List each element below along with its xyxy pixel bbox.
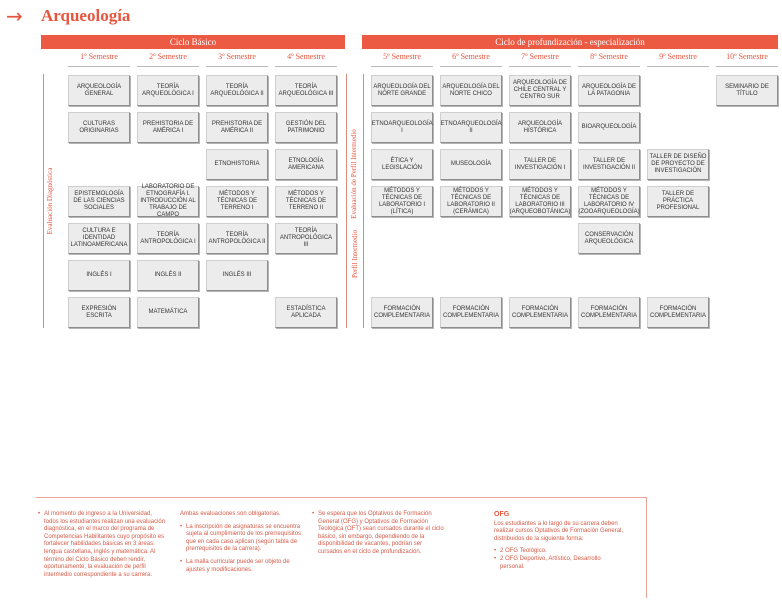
semester-divider [68,66,130,67]
course-cell: ÉTICA Y LEGISLACIÓN [371,149,433,180]
course-cell: TEORÍA ANTROPOLÓGICA II [206,223,268,254]
ciclo-basico-bar: Ciclo Básico [41,35,345,49]
course-cell: INGLÉS III [206,260,268,291]
course-cell: ARQUEOLOGÍA DEL NORTE GRANDE [371,75,433,106]
notes-column-1 [38,511,166,579]
course-cell: ARQUEOLOGÍA HISTÓRICA [509,112,571,143]
course-cell: ETNOARQUEOLOGÍA II [440,112,502,143]
course-cell: CONSERVACIÓN ARQUEOLÓGICA [578,223,640,254]
semester-divider [206,66,268,67]
ofg-item: • 2 OFG Teológico. [494,548,624,556]
semester-divider [275,66,337,67]
course-cell: GESTIÓN DEL PATRIMONIO [275,112,337,143]
course-cell: MUSEOLOGÍA [440,149,502,180]
course-cell: TEORÍA ARQUEOLÓGICA I [137,75,199,106]
semester-divider [716,66,778,67]
arrow-right-icon: → [6,4,23,28]
course-cell: INGLÉS I [68,260,130,291]
course-cell: PREHISTORIA DE AMÉRICA I [137,112,199,143]
course-cell: EXPRESIÓN ESCRITA [68,297,130,328]
perfil-divider-right [363,74,364,328]
note-item: • La inscripción de asignaturas se encuentra sujeta al cumplimiento de los prerrequisitos que en cada caso aplican (según tabla de prerrequisitos de la carrera). [180,524,304,554]
semester-divider [509,66,571,67]
course-cell: CULTURA E IDENTIDAD LATINOAMERICANA [68,223,130,254]
course-cell: ARQUEOLOGÍA GENERAL [68,75,130,106]
semester-header: 8º Semestre [590,52,628,61]
course-cell: TEORÍA ARQUEOLÓGICA II [206,75,268,106]
course-cell: ETNOLOGÍA AMERICANA [275,149,337,180]
course-cell: PREHISTORIA DE AMÉRICA II [206,112,268,143]
diagnostic-divider [43,74,44,328]
course-cell: BIOARQUEOLOGÍA [578,112,640,143]
course-cell: TALLER DE INVESTIGACIÓN I [509,149,571,180]
course-cell: MÉTODOS Y TÉCNICAS DE TERRENO II [275,186,337,217]
semester-divider [578,66,640,67]
course-cell: MÉTODOS Y TÉCNICAS DE LABORATORIO IV (ZOOARQUEOLOGÍA) [578,186,640,217]
course-cell: ARQUEOLOGÍA DEL NORTE CHICO [440,75,502,106]
course-cell: MÉTODOS Y TÉCNICAS DE LABORATORIO II (CERÁMICA) [440,186,502,217]
notes-column-3 [312,511,444,557]
semester-header: 10º Semestre [726,52,768,61]
course-cell: ETNOARQUEOLOGÍA I [371,112,433,143]
ofg-text: Los estudiantes a lo largo de su carrera deben realizar cursos Optativos de Formación General, distribuidos de la siguiente forma: [494,520,624,542]
ofg-title: OFG [494,511,510,518]
notes-column-2 [180,511,304,579]
semester-divider [647,66,709,67]
semester-header: 6º Semestre [452,52,490,61]
note-text: Ambas evaluaciones son obligatorias. [180,511,281,517]
course-cell: SEMINARIO DE TÍTULO [716,75,778,106]
course-cell: MÉTODOS Y TÉCNICAS DE LABORATORIO III (ARQUEOBOTÁNICA) [509,186,571,217]
course-cell: TALLER DE DISEÑO DE PROYECTO DE INVESTIGACIÓN [647,149,709,180]
perfil-intermedio-label: Perfil Intermedio [351,230,359,279]
course-cell: TEORÍA ANTROPOLÓGICA III [275,223,337,254]
course-cell: TALLER DE PRÁCTICA PROFESIONAL [647,186,709,217]
evaluacion-diagnostica-label: Evaluación Diagnóstica [46,167,54,235]
semester-header: 2º Semestre [149,52,187,61]
course-cell: MATEMÁTICA [137,297,199,328]
ciclo-profundizacion-bar: Ciclo de profundización - especialización [362,35,778,49]
perfil-divider-left [346,74,347,328]
ofg-item: • 2 OFG Deportivo, Artístico, Desarrollo personal. [494,556,624,571]
semester-header: 7º Semestre [521,52,559,61]
course-cell: EPISTEMOLOGÍA DE LAS CIENCIAS SOCIALES [68,186,130,217]
course-cell: TALLER DE INVESTIGACIÓN II [578,149,640,180]
course-cell: TEORÍA ANTROPOLÓGICA I [137,223,199,254]
semester-header: 4º Semestre [287,52,325,61]
course-cell: FORMACIÓN COMPLEMENTARIA [371,297,433,328]
page-title: Arqueología [41,6,131,25]
semester-header: 1º Semestre [80,52,118,61]
ofg-section [494,511,624,571]
course-cell: MÉTODOS Y TÉCNICAS DE LABORATORIO I (LÍTICA) [371,186,433,217]
course-cell: FORMACIÓN COMPLEMENTARIA [647,297,709,328]
course-cell: CULTURAS ORIGINARIAS [68,112,130,143]
course-cell: ETNOHISTORIA [206,149,268,180]
course-cell: FORMACIÓN COMPLEMENTARIA [509,297,571,328]
course-cell: MÉTODOS Y TÉCNICAS DE TERRENO I [206,186,268,217]
course-cell: ARQUEOLOGÍA DE LA PATAGONIA [578,75,640,106]
note-item: • La malla curricular puede ser objeto de ajustes y modificaciones. [180,559,304,574]
semester-header: 5º Semestre [383,52,421,61]
note-item: • Al momento de ingreso a la Universidad, todos los estudiantes realizan una evaluación diagnóstica, en el marco del programa de Competencias Habilitantes cuyo propósito es fortalecer habilidades básicas en 3 áreas: lengua castellana, inglés y matemática. Al término del Ciclo Básico deben rendir, oportunamente, la evaluación de perfil intermedio correspondiente a su carrera. [38,511,166,579]
semester-header: 3º Semestre [218,52,256,61]
semester-header: 9º Semestre [659,52,697,61]
semester-divider [371,66,433,67]
semester-divider [137,66,199,67]
course-cell: TEORÍA ARQUEOLÓGICA III [275,75,337,106]
evaluacion-perfil-label: Evaluación de Perfil Intermedio [350,129,358,219]
semester-divider [440,66,502,67]
course-cell: FORMACIÓN COMPLEMENTARIA [440,297,502,328]
course-cell: INGLÉS II [137,260,199,291]
course-cell: FORMACIÓN COMPLEMENTARIA [578,297,640,328]
course-cell: ARQUEOLOGÍA DE CHILE CENTRAL Y CENTRO SUR [509,75,571,106]
course-cell: LABORATORIO DE ETNOGRAFÍA I. INTRODUCCIÓN AL TRABAJO DE CAMPO [137,186,199,217]
course-cell: ESTADÍSTICA APLICADA [275,297,337,328]
note-item: • Se espera que los Optativos de Formación General (OFG) y Optativos de Formación Teológica (OFT) sean cursados durante el ciclo básico, sin embargo, dependiendo de la disponibilidad de vacantes, podrían ser cursados en el ciclo de profundización. [312,511,444,557]
